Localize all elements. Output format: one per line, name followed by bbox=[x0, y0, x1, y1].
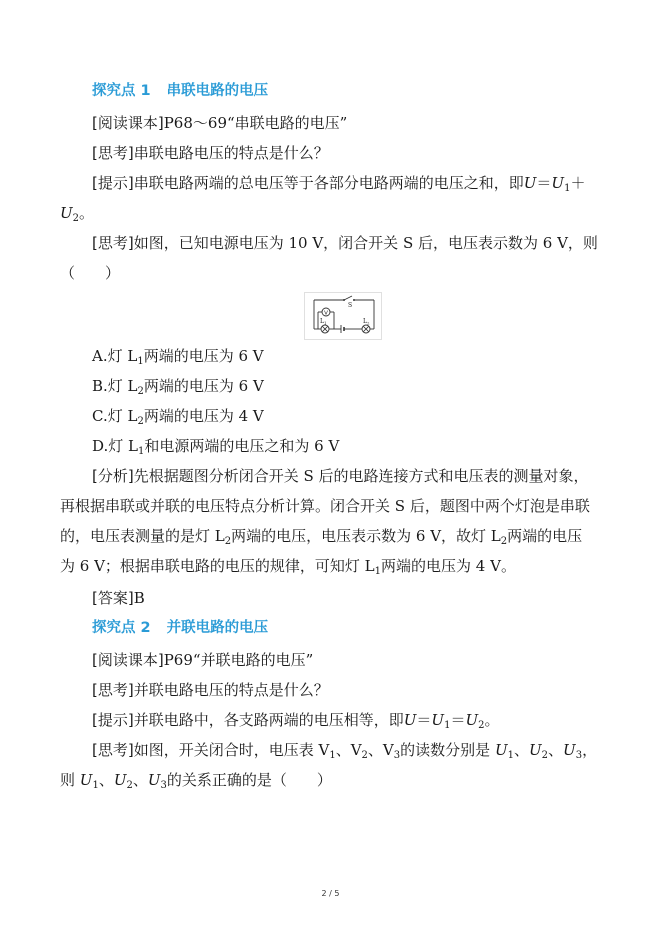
page-number: 2 / 5 bbox=[321, 889, 340, 898]
option-c: C.灯 $L_2$两端的电压为 4 V bbox=[92, 407, 264, 427]
tag: [答案] bbox=[92, 589, 134, 607]
lamp-l1-label: $L_1$ bbox=[320, 318, 327, 326]
tag: [分析] bbox=[92, 467, 134, 485]
heading-number: 探究点 2 bbox=[92, 620, 151, 636]
option-a: A.灯 $L_1$两端的电压为 6 V bbox=[92, 347, 264, 367]
tag: [思考] bbox=[92, 681, 134, 699]
heading-number: 探究点 1 bbox=[92, 83, 151, 99]
lamp-l1-icon bbox=[321, 325, 329, 333]
tag: [思考] bbox=[92, 741, 134, 759]
svg-text:V: V bbox=[324, 310, 328, 317]
series-circuit-diagram bbox=[304, 292, 382, 340]
tag: [阅读课本] bbox=[92, 651, 164, 669]
lamp-l2-label: $L_2$ bbox=[363, 318, 370, 326]
tag: [提示] bbox=[92, 174, 134, 192]
heading-title: 串联电路的电压 bbox=[166, 83, 269, 99]
answer-line: [答案]B bbox=[92, 589, 145, 607]
heading-title: 并联电路的电压 bbox=[166, 620, 269, 636]
switch-label: S bbox=[348, 302, 353, 309]
question-line-2: [思考]如图，开关闭合时，电压表 $V_1$、$V_2$、$V_3$的读数分别是 $U_1$、$U_2$、$U_3$， bbox=[92, 741, 598, 761]
question-choice-blank: （ ） bbox=[60, 264, 121, 282]
think-line-2: [思考]并联电路电压的特点是什么？ bbox=[92, 681, 329, 699]
tag: [提示] bbox=[92, 711, 134, 729]
tag: [思考] bbox=[92, 234, 134, 252]
analysis-line-1: [分析]先根据题图分析闭合开关 S 后的电路连接方式和电压表的测量对象， bbox=[92, 467, 589, 485]
hint-line-cont: $U_2$。 bbox=[60, 204, 95, 224]
read-textbook-line: [阅读课本]P68～69“串联电路的电压” bbox=[92, 114, 348, 132]
option-d: D.灯 $L_1$和电源两端的电压之和为 6 V bbox=[92, 437, 340, 457]
option-b: B.灯 $L_2$两端的电压为 6 V bbox=[92, 377, 264, 397]
question-line: [思考]如图，已知电源电压为 10 V，闭合开关 S 后，电压表示数为 6 V，则 bbox=[92, 234, 598, 252]
hint-line-2: [提示]并联电路中，各支路两端的电压相等，即$U=U_1=U_2$。 bbox=[92, 711, 500, 731]
analysis-line-4: 为 6 V；根据串联电路的电压的规律，可知灯 $L_1$两端的电压为 4 V。 bbox=[60, 557, 516, 577]
analysis-line-2: 再根据串联或并联的电压特点分析计算。闭合开关 S 后，题图中两个灯泡是串联 bbox=[60, 497, 590, 515]
hint-line: [提示]串联电路两端的总电压等于各部分电路两端的电压之和，即$U=U_1+$ bbox=[92, 174, 586, 194]
lamp-l2-icon bbox=[362, 325, 370, 333]
tag: [阅读课本] bbox=[92, 114, 164, 132]
question-line-2-cont: 则 $U_1$、$U_2$、$U_3$的关系正确的是（ ） bbox=[60, 771, 332, 791]
read-textbook-line-2: [阅读课本]P69“并联电路的电压” bbox=[92, 651, 314, 669]
section-heading-1 bbox=[92, 81, 637, 101]
tag: [思考] bbox=[92, 144, 134, 162]
think-line: [思考]串联电路电压的特点是什么？ bbox=[92, 144, 329, 162]
analysis-line-3: 的，电压表测量的是灯 $L_2$两端的电压，电压表示数为 6 V，故灯 $L_2$两端的电压 bbox=[60, 527, 583, 547]
section-heading-2 bbox=[92, 618, 637, 638]
